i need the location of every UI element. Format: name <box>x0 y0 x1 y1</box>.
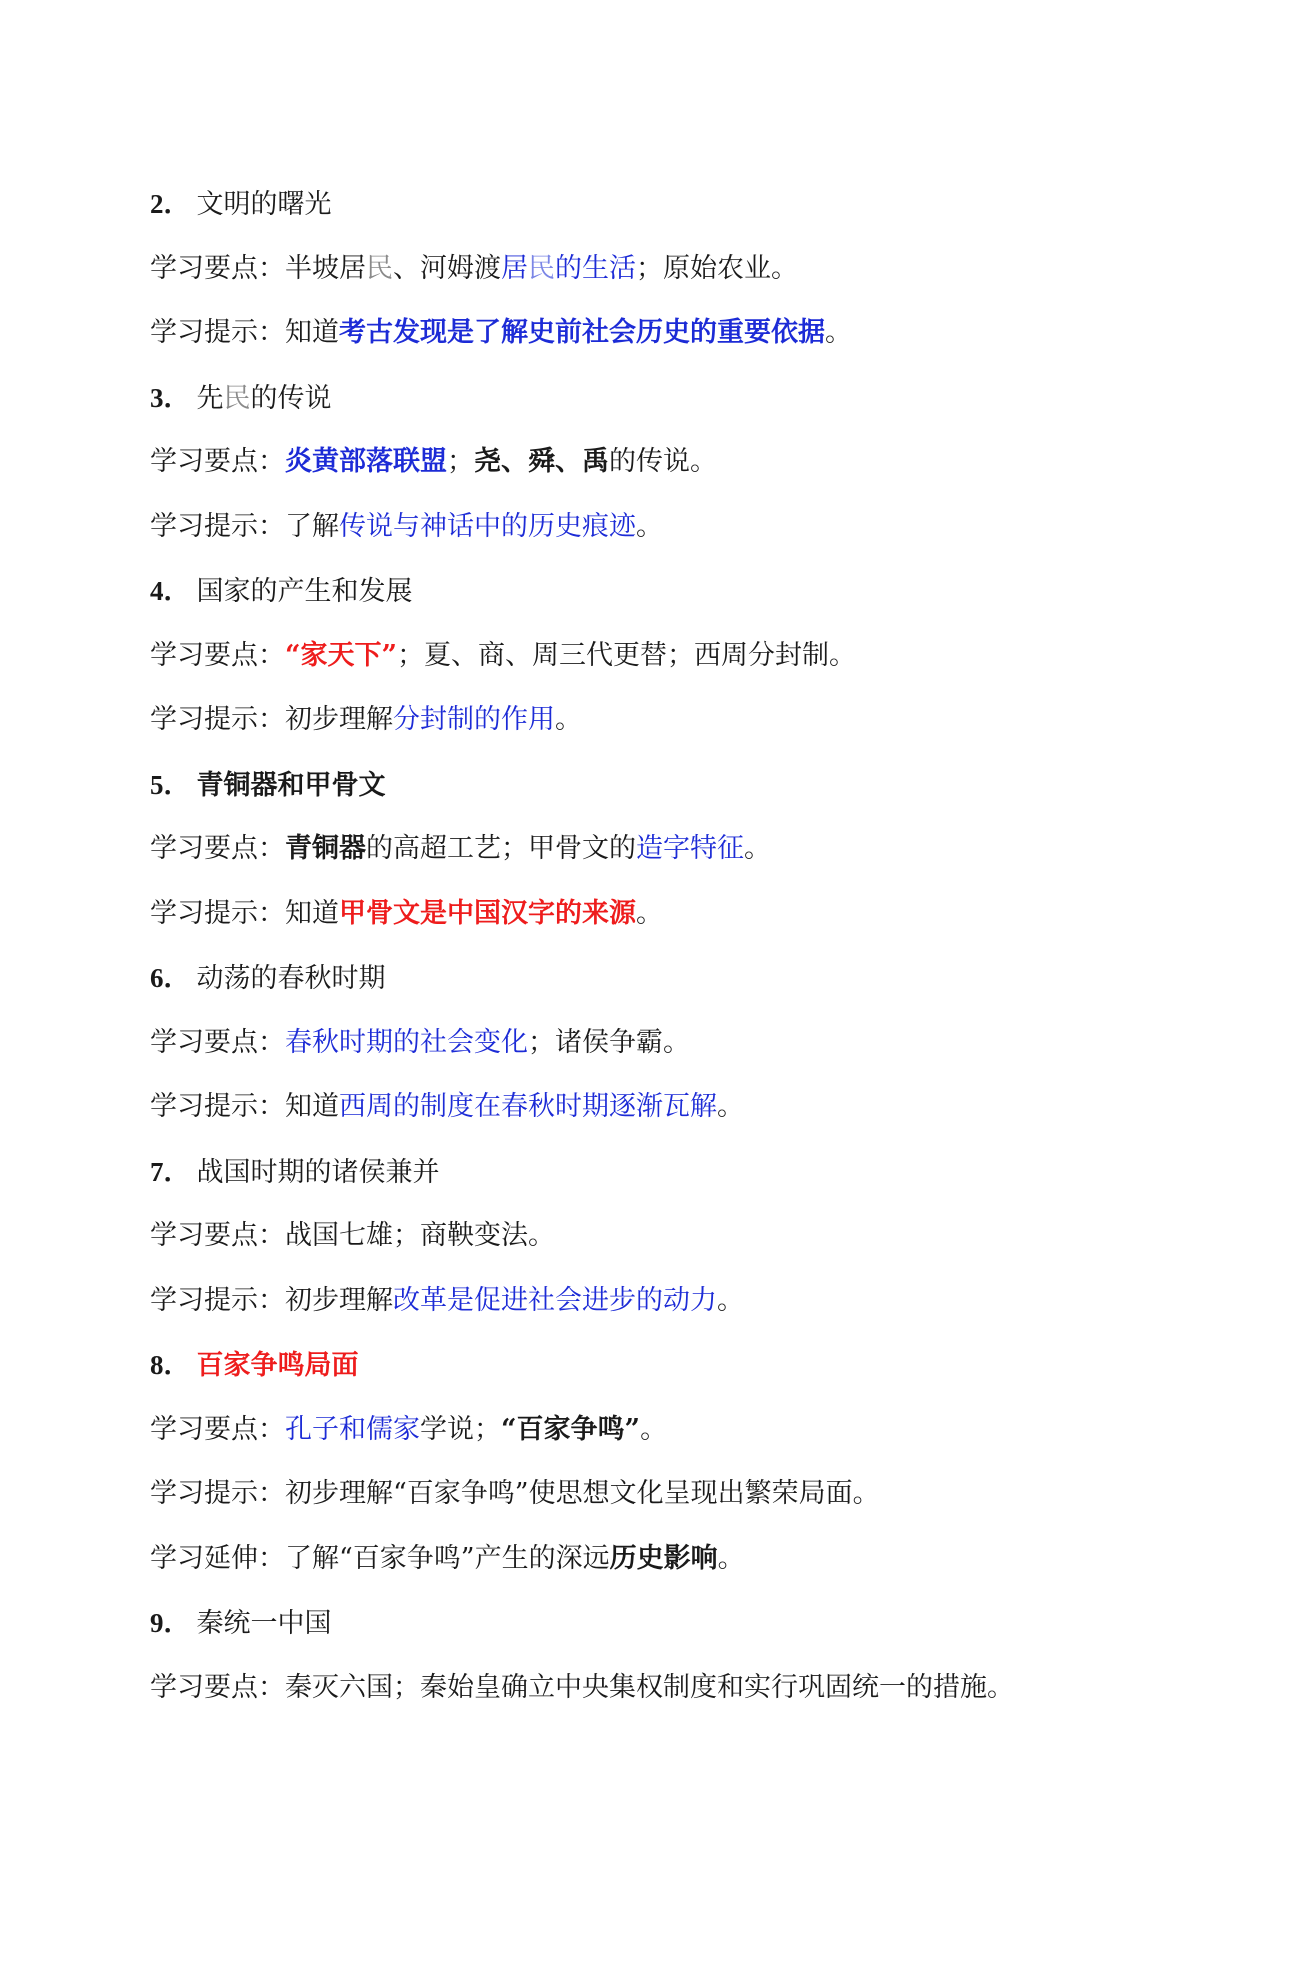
bold-text: 历史影响 <box>609 1542 718 1574</box>
highlight-text: 春秋时期的社会变化 <box>285 1026 528 1058</box>
section-title: 民 <box>223 382 251 414</box>
text-run: 知道 <box>285 897 339 929</box>
line-label: 学习要点： <box>150 1671 285 1703</box>
section-number: 9． <box>150 1608 191 1638</box>
highlight-text: 居 <box>501 252 528 284</box>
highlight-text: 炎黄部落联盟 <box>285 446 447 477</box>
study-tips-8 <box>150 1462 1250 1527</box>
text-run: 知道 <box>285 1091 339 1122</box>
line-label: 学习延伸： <box>150 1542 285 1574</box>
text-run: 。 <box>717 1091 744 1122</box>
line-label: 学习提示： <box>150 704 285 735</box>
highlight-text: 民 <box>528 252 555 284</box>
text-run: 初步理解 <box>285 1284 393 1316</box>
study-tips-5 <box>150 882 1250 947</box>
section-heading-9 <box>150 1591 1250 1656</box>
section-heading-7 <box>150 1140 1250 1205</box>
line-label: 学习提示： <box>150 510 285 542</box>
study-points-5 <box>150 817 1250 882</box>
text-run: 秦灭六国；秦始皇确立中央集权制度和实行巩固统一的措施。 <box>285 1671 1014 1703</box>
section-heading-4 <box>150 559 1250 624</box>
section-number: 3． <box>150 382 191 413</box>
study-points-4 <box>150 624 1250 689</box>
section-heading-6 <box>150 946 1250 1011</box>
text-run: 。 <box>717 1542 745 1574</box>
text-run: ； <box>447 446 474 477</box>
highlight-text: 传说与神话中的历史痕迹 <box>339 510 636 542</box>
study-extension-8 <box>150 1527 1250 1592</box>
line-label: 学习要点： <box>150 1220 285 1251</box>
line-label: 学习要点： <box>150 1413 285 1445</box>
section-title: 的传说 <box>250 382 332 414</box>
text-run: 战国七雄；商鞅变法。 <box>285 1220 555 1251</box>
study-points-2 <box>150 237 1250 302</box>
study-tips-3 <box>150 495 1250 560</box>
study-tips-7 <box>150 1269 1250 1334</box>
section-number: 6． <box>150 963 191 993</box>
text-run: 的传说。 <box>609 446 717 477</box>
section-number: 4． <box>150 576 191 606</box>
document-content <box>150 172 1250 1720</box>
text-run: ；原始农业。 <box>636 252 798 284</box>
study-points-7 <box>150 1204 1250 1269</box>
study-points-6 <box>150 1011 1250 1076</box>
text-run: 民 <box>366 252 393 284</box>
text-run: 知道 <box>285 317 339 348</box>
bold-text: 青铜器 <box>285 833 366 864</box>
text-run: 初步理解 <box>285 704 393 735</box>
section-title: 青铜器和甲骨文 <box>196 769 386 801</box>
line-label: 学习提示： <box>150 1284 285 1316</box>
line-label: 学习要点： <box>150 446 285 477</box>
text-run: 。 <box>717 1284 744 1316</box>
section-number: 5． <box>150 769 191 800</box>
text-run: 。 <box>636 510 663 542</box>
text-run: 。 <box>640 1413 668 1445</box>
text-run: 的高超工艺；甲骨文的 <box>366 833 636 864</box>
line-label: 学习提示： <box>150 1091 285 1122</box>
study-points-3 <box>150 430 1250 495</box>
highlight-text: 甲骨文是中国汉字的来源 <box>339 897 636 929</box>
text-run: ；诸侯争霸。 <box>528 1026 690 1058</box>
section-title: 文明的曙光 <box>196 189 332 220</box>
study-tips-6 <box>150 1075 1250 1140</box>
line-label: 学习要点： <box>150 252 285 284</box>
section-title: 国家的产生和发展 <box>196 576 413 607</box>
section-title: 先 <box>196 382 224 414</box>
bold-text: 尧、舜、禹 <box>474 446 609 477</box>
text-run: 学说； <box>420 1413 501 1445</box>
line-label: 学习要点： <box>150 833 285 864</box>
line-label: 学习提示： <box>150 1478 285 1509</box>
study-tips-2 <box>150 301 1250 366</box>
section-title: 秦统一中国 <box>196 1608 332 1639</box>
section-title: 动荡的春秋时期 <box>196 963 386 994</box>
highlight-text: 造字特征 <box>636 833 744 864</box>
section-title: 战国时期的诸侯兼并 <box>196 1156 440 1188</box>
section-title: 百家争鸣局面 <box>196 1350 359 1381</box>
section-heading-3 <box>150 366 1250 431</box>
study-points-8 <box>150 1398 1250 1463</box>
text-run: ；夏、商、周三代更替；西周分封制。 <box>397 639 857 671</box>
section-number: 8． <box>150 1350 191 1380</box>
text-run: 。 <box>825 317 852 348</box>
bold-text: “百家争鸣” <box>501 1413 641 1445</box>
highlight-text: 孔子和儒家 <box>285 1413 420 1445</box>
highlight-text: 的生活 <box>555 252 636 284</box>
section-heading-8 <box>150 1333 1250 1398</box>
line-label: 学习要点： <box>150 639 285 671</box>
text-run: 。 <box>636 897 663 929</box>
section-heading-5 <box>150 753 1250 818</box>
text-run: 半坡居 <box>285 252 366 284</box>
text-run: 、河姆渡 <box>393 252 501 284</box>
text-run: 了解“百家争鸣”产生的深远 <box>285 1542 610 1574</box>
highlight-text: 考古发现是了解史前社会历史的重要依据 <box>339 317 825 348</box>
text-run: 初步理解“百家争鸣”使思想文化呈现出繁荣局面。 <box>285 1478 880 1509</box>
text-run: 。 <box>555 704 582 735</box>
line-label: 学习提示： <box>150 897 285 929</box>
highlight-text: 改革是促进社会进步的动力 <box>393 1284 717 1316</box>
section-number: 7． <box>150 1156 191 1187</box>
highlight-text: 西周的制度在春秋时期逐渐瓦解 <box>339 1091 717 1122</box>
text-run: 。 <box>744 833 771 864</box>
highlight-text: “家天下” <box>285 639 398 671</box>
line-label: 学习提示： <box>150 317 285 348</box>
section-heading-2 <box>150 172 1250 237</box>
section-number: 2． <box>150 189 191 219</box>
line-label: 学习要点： <box>150 1026 285 1058</box>
text-run: 了解 <box>285 510 339 542</box>
study-points-9 <box>150 1656 1250 1721</box>
highlight-text: 分封制的作用 <box>393 704 555 735</box>
study-tips-4 <box>150 688 1250 753</box>
